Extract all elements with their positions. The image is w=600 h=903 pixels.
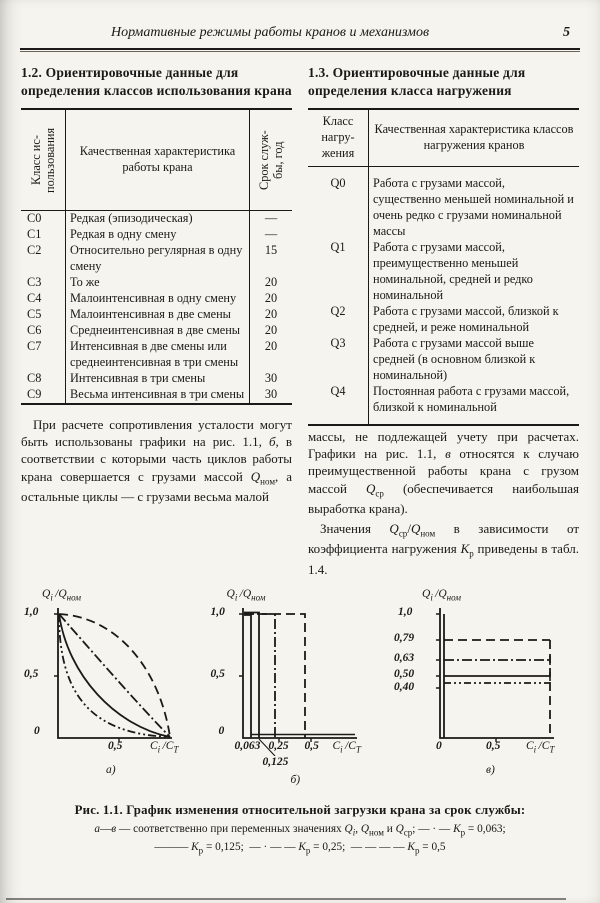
section-1-3-heading: 1.3. Ориентировочные данные для определения класса нагружения: [308, 65, 526, 98]
chart-b-xtick-1: 0,063: [234, 739, 261, 752]
chart-v-sublabel: в): [486, 763, 495, 776]
figure-caption-title: Рис. 1.1. График изменения относительной загрузки крана за срок службы:: [74, 802, 526, 817]
two-column-layout: [0, 52, 600, 578]
table-row: C3 То же 20: [27, 275, 278, 290]
table-row: C5 Малоинтенсивная в две смены 20: [27, 307, 278, 321]
figure-1-1: [0, 578, 600, 794]
chart-v-xtick-0: 0: [436, 739, 442, 752]
table-header-row: [21, 109, 292, 211]
chart-a-xlabel: $C_i$ $/C_T$: [150, 739, 179, 755]
table-row: C8 Интенсивная в три смены 30: [27, 370, 278, 385]
usage-class-table: [21, 108, 292, 405]
chart-b-ytick-1: 1,0: [210, 605, 225, 618]
table-row: C6 Среднеинтенсивная в две смены 20: [27, 322, 278, 337]
body-paragraph-right-2: Значения $Q_{ср}/Q_{ном}$ в зависимости от коэффициента нагружения $К_р$ приведены в табл. 1.4.: [308, 520, 579, 577]
body-paragraph-left: При расчете сопротивления усталости могут быть использованы графики на рис. 1.1, б, в соответствии с которыми часть циклов работы крана совершается с грузами массой $Q_{ном}$, а остальные циклы — с грузами весьма малой: [21, 416, 292, 505]
running-head-title: Нормативные режимы работы кранов и механизмов: [110, 25, 430, 40]
chart-b-ytick-3: 0: [218, 724, 225, 737]
col-header-characteristic: Качественная характеристика классов нагружения кранов: [369, 109, 580, 166]
chart-b-plot: [229, 604, 361, 756]
chart-a-plot: [44, 604, 179, 756]
chart-b-xlabel: $C_i$ $/C_T$: [332, 739, 361, 755]
chart-v-ytick-1: 1,0: [398, 605, 413, 618]
chart-v-xtick-1: 0,5: [486, 739, 501, 752]
chart-a-xtick-1: 0,5: [108, 739, 123, 752]
chart-v-ylabel: $Q_i$ $/Q_{ном}$: [422, 587, 462, 603]
table-row: Q2 Работа с грузами массой, близкой к средней, и реже номинальной: [308, 304, 579, 336]
chart-b-xtick-2: 0,25: [268, 739, 289, 752]
col-header-usage-class: Класс ис- пользования: [21, 109, 66, 211]
page-number: 5: [563, 25, 570, 40]
curve-dashdot-kp025: [59, 614, 170, 737]
right-column: [308, 64, 579, 578]
figure-caption-legend: [24, 821, 576, 858]
chart-v-ytick-4: 0,50: [394, 667, 415, 680]
header-rule: [20, 48, 580, 50]
section-1-2-heading: 1.2. Ориентировочные данные для определения классов использования крана: [21, 65, 292, 98]
body-paragraph-right-1: массы, не подлежащей учету при расчетах. Графики на рис. 1.1, в относятся к случаю преимущественной работы крана с грузом массой $Q_{ср}$ (обеспечивается наибольшая выработка крана).: [308, 428, 580, 517]
chart-a-ytick-3: 0: [34, 724, 40, 737]
table-row: C7 Интенсивная в две смены или среднеинтенсивная в три смены 20: [27, 338, 278, 369]
chart-b-ylabel: $Q_i$ $/Q_{ном}$: [226, 587, 266, 603]
table-header-row: [308, 109, 579, 166]
table-row: C9 Весьма интенсивная в три смены 30: [21, 387, 292, 404]
table-row: C4 Малоинтенсивная в одну смену 20: [27, 291, 278, 306]
chart-b: [211, 588, 386, 794]
col-header-characteristic: Качественная характеристика работы крана: [66, 109, 250, 211]
chart-v-ytick-5: 0,40: [394, 680, 415, 693]
chart-a-ytick-2: 0,5: [24, 667, 39, 680]
chart-a: [22, 588, 202, 794]
chart-a-ylabel: $Q_i$ $/Q_{ном}$: [42, 587, 82, 603]
table-row: Q3 Работа с грузами массой выше средней (в основном близкой к номинальной): [308, 336, 579, 384]
col-header-service-life: Срок служ- бы, год: [250, 109, 293, 211]
chart-a-sublabel: а): [106, 763, 116, 776]
chart-v-ytick-3: 0,63: [394, 651, 415, 664]
table-row: C2 Относительно регулярная в одну смену 15: [27, 243, 278, 274]
step-solid-kp0063: [244, 615, 251, 738]
loading-class-table: [308, 108, 579, 426]
table-row: Q0 Работа с грузами массой, существенно меньшей номинальной и очень редко с грузами номинальной массы: [308, 167, 579, 240]
chart-v: [394, 588, 582, 794]
table-row: Q4 Постоянная работа с грузами массой, близкой к номинальной: [308, 384, 579, 425]
left-column: [21, 64, 292, 578]
chart-b-ytick-2: 0,5: [210, 667, 225, 680]
chart-v-plot: [426, 604, 558, 756]
chart-v-ytick-2: 0,79: [394, 631, 415, 644]
figure-caption: [24, 803, 576, 858]
chart-b-xtick-extra: 0,125: [262, 755, 289, 768]
legend-line-1: а—в — соответственно при переменных значениях $Q_i$, $Q_{ном}$ и $Q_{ср}$; — · — $К_р = 0,063$;: [94, 822, 506, 838]
table-row: C1 Редкая в одну смену —: [27, 227, 278, 242]
running-head: [0, 0, 600, 45]
table-row: C0 Редкая (эпизодическая) —: [27, 211, 278, 226]
scan-edge-artifact: [6, 898, 566, 900]
chart-a-ytick-1: 1,0: [24, 605, 39, 618]
col-header-loading-class: Класс нагру- жения: [308, 109, 369, 166]
chart-v-xlabel: $C_i$ $/C_T$: [526, 739, 555, 755]
legend-line-2: ——— $К_р = 0,125$; — · — — $К_р = 0,25$; — — — — $К_р = 0,5$: [154, 841, 446, 856]
table-row: Q1 Работа с грузами массой, преимущественно меньшей номинальной, средней и редко номинальной: [308, 240, 579, 304]
chart-b-sublabel: б): [290, 773, 301, 786]
chart-b-xtick-3: 0,5: [304, 739, 319, 752]
